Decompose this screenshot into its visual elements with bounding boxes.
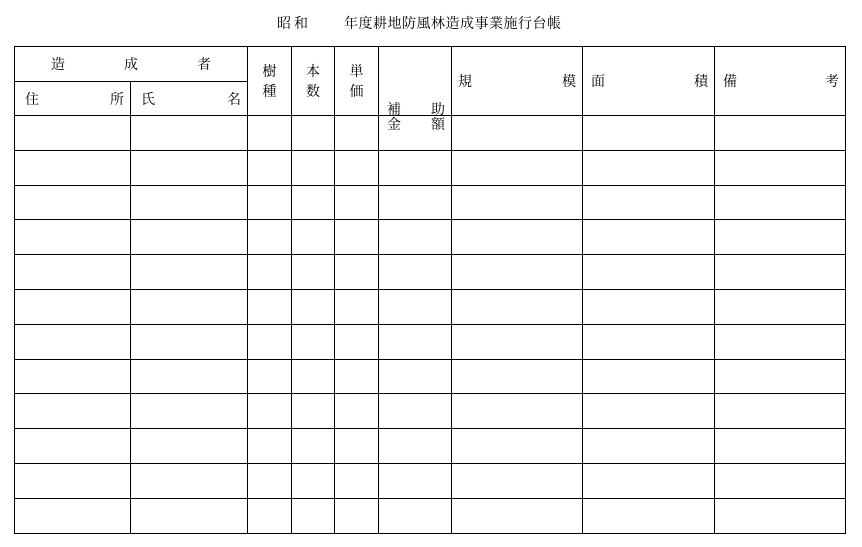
cell-hojokin bbox=[379, 255, 452, 290]
header-jushu-char-1: 樹 bbox=[262, 64, 277, 80]
cell-menseki bbox=[583, 289, 715, 324]
cell-jushu bbox=[248, 429, 292, 464]
cell-menseki bbox=[583, 150, 715, 185]
table-row bbox=[15, 185, 846, 220]
cell-kibo bbox=[452, 359, 583, 394]
header-menseki-char-1: 面 bbox=[591, 74, 605, 90]
cell-menseki bbox=[583, 255, 715, 290]
cell-jusho bbox=[15, 255, 131, 290]
cell-tanka bbox=[335, 255, 379, 290]
cell-honsu bbox=[292, 324, 335, 359]
header-shimei bbox=[131, 82, 248, 116]
ledger-title bbox=[0, 14, 862, 34]
cell-biko bbox=[715, 289, 846, 324]
header-hojokin bbox=[379, 47, 452, 133]
cell-shimei bbox=[131, 394, 248, 429]
header-hojokin-char-1: 補 bbox=[387, 102, 401, 118]
cell-kibo bbox=[452, 220, 583, 255]
cell-menseki bbox=[583, 429, 715, 464]
cell-hojokin bbox=[379, 394, 452, 429]
cell-shimei bbox=[131, 220, 248, 255]
cell-honsu bbox=[292, 498, 335, 533]
header-kibo bbox=[452, 47, 583, 116]
cell-jushu bbox=[248, 150, 292, 185]
cell-hojokin bbox=[379, 289, 452, 324]
cell-menseki bbox=[583, 324, 715, 359]
cell-shimei bbox=[131, 359, 248, 394]
cell-biko bbox=[715, 463, 846, 498]
cell-honsu bbox=[292, 116, 335, 151]
cell-hojokin bbox=[379, 150, 452, 185]
cell-tanka bbox=[335, 220, 379, 255]
cell-kibo bbox=[452, 255, 583, 290]
table-row bbox=[15, 498, 846, 533]
table-row bbox=[15, 324, 846, 359]
cell-jusho bbox=[15, 289, 131, 324]
cell-menseki bbox=[583, 498, 715, 533]
header-shimei-char-2: 名 bbox=[227, 91, 241, 108]
cell-tanka bbox=[335, 116, 379, 151]
cell-kibo bbox=[452, 324, 583, 359]
cell-menseki bbox=[583, 185, 715, 220]
header-hojokin-char-2: 助 bbox=[431, 102, 445, 118]
cell-jushu bbox=[248, 289, 292, 324]
cell-jusho bbox=[15, 394, 131, 429]
ledger-body bbox=[15, 116, 846, 534]
cell-kibo bbox=[452, 116, 583, 151]
cell-kibo bbox=[452, 429, 583, 464]
cell-jusho bbox=[15, 463, 131, 498]
cell-shimei bbox=[131, 498, 248, 533]
cell-jusho bbox=[15, 150, 131, 185]
cell-biko bbox=[715, 116, 846, 151]
cell-shimei bbox=[131, 429, 248, 464]
header-biko-char-2: 考 bbox=[825, 74, 839, 90]
cell-hojokin bbox=[379, 185, 452, 220]
header-jusho-char-1: 住 bbox=[25, 91, 39, 108]
cell-honsu bbox=[292, 150, 335, 185]
header-hojokin-char-4: 額 bbox=[431, 117, 445, 133]
cell-biko bbox=[715, 150, 846, 185]
cell-biko bbox=[715, 324, 846, 359]
cell-jusho bbox=[15, 116, 131, 151]
cell-shimei bbox=[131, 185, 248, 220]
cell-jushu bbox=[248, 116, 292, 151]
cell-jusho bbox=[15, 185, 131, 220]
title-era: 昭和 bbox=[277, 16, 311, 32]
cell-jusho bbox=[15, 429, 131, 464]
header-kibo-char-2: 模 bbox=[562, 74, 576, 90]
table-row bbox=[15, 116, 846, 151]
cell-shimei bbox=[131, 463, 248, 498]
cell-shimei bbox=[131, 324, 248, 359]
cell-menseki bbox=[583, 394, 715, 429]
cell-tanka bbox=[335, 463, 379, 498]
cell-tanka bbox=[335, 429, 379, 464]
cell-biko bbox=[715, 394, 846, 429]
header-hojokin-char-3: 金 bbox=[387, 117, 401, 133]
cell-jusho bbox=[15, 324, 131, 359]
cell-menseki bbox=[583, 220, 715, 255]
cell-biko bbox=[715, 185, 846, 220]
cell-hojokin bbox=[379, 498, 452, 533]
cell-shimei bbox=[131, 116, 248, 151]
cell-honsu bbox=[292, 220, 335, 255]
header-biko bbox=[715, 47, 846, 116]
table-row bbox=[15, 255, 846, 290]
cell-jushu bbox=[248, 394, 292, 429]
cell-shimei bbox=[131, 255, 248, 290]
cell-jushu bbox=[248, 359, 292, 394]
cell-kibo bbox=[452, 289, 583, 324]
header-honsu-char-1: 本 bbox=[306, 64, 320, 80]
cell-kibo bbox=[452, 394, 583, 429]
cell-hojokin bbox=[379, 359, 452, 394]
header-tanka-char-1: 単 bbox=[349, 64, 364, 80]
header-tanka-char-2: 価 bbox=[349, 84, 364, 100]
table-row bbox=[15, 150, 846, 185]
cell-honsu bbox=[292, 185, 335, 220]
cell-tanka bbox=[335, 394, 379, 429]
cell-biko bbox=[715, 255, 846, 290]
cell-jusho bbox=[15, 359, 131, 394]
header-jushu bbox=[248, 47, 292, 116]
header-zosei-sha-char-2: 成 bbox=[124, 57, 138, 73]
header-jusho-char-2: 所 bbox=[110, 91, 124, 108]
header-shimei-char-1: 氏 bbox=[141, 91, 155, 108]
table-row bbox=[15, 289, 846, 324]
cell-jushu bbox=[248, 463, 292, 498]
cell-hojokin bbox=[379, 220, 452, 255]
cell-jushu bbox=[248, 498, 292, 533]
table-row bbox=[15, 463, 846, 498]
header-zosei-sha-char-3: 者 bbox=[197, 57, 211, 73]
cell-honsu bbox=[292, 359, 335, 394]
cell-menseki bbox=[583, 359, 715, 394]
header-kibo-char-1: 規 bbox=[458, 74, 472, 90]
ledger-table bbox=[14, 46, 846, 534]
header-zosei-sha bbox=[15, 47, 248, 82]
cell-biko bbox=[715, 220, 846, 255]
cell-jushu bbox=[248, 185, 292, 220]
header-jushu-char-2: 種 bbox=[262, 84, 277, 100]
table-row bbox=[15, 429, 846, 464]
cell-biko bbox=[715, 359, 846, 394]
cell-tanka bbox=[335, 324, 379, 359]
cell-honsu bbox=[292, 255, 335, 290]
cell-tanka bbox=[335, 498, 379, 533]
cell-biko bbox=[715, 429, 846, 464]
header-menseki-char-2: 積 bbox=[694, 74, 708, 90]
cell-kibo bbox=[452, 463, 583, 498]
table-row bbox=[15, 220, 846, 255]
cell-biko bbox=[715, 498, 846, 533]
header-menseki bbox=[583, 47, 715, 116]
header-tanka bbox=[335, 47, 379, 116]
cell-tanka bbox=[335, 150, 379, 185]
cell-menseki bbox=[583, 463, 715, 498]
cell-honsu bbox=[292, 394, 335, 429]
cell-jushu bbox=[248, 324, 292, 359]
cell-hojokin bbox=[379, 324, 452, 359]
header-zosei-sha-char-1: 造 bbox=[51, 57, 65, 73]
cell-honsu bbox=[292, 289, 335, 324]
cell-kibo bbox=[452, 498, 583, 533]
cell-tanka bbox=[335, 359, 379, 394]
cell-shimei bbox=[131, 289, 248, 324]
cell-jushu bbox=[248, 255, 292, 290]
header-honsu-char-2: 数 bbox=[306, 84, 320, 100]
cell-tanka bbox=[335, 289, 379, 324]
cell-menseki bbox=[583, 116, 715, 151]
cell-kibo bbox=[452, 185, 583, 220]
cell-honsu bbox=[292, 429, 335, 464]
table-row bbox=[15, 394, 846, 429]
cell-shimei bbox=[131, 150, 248, 185]
cell-jushu bbox=[248, 220, 292, 255]
title-name: 年度耕地防風林造成事業施行台帳 bbox=[344, 16, 562, 32]
header-honsu bbox=[292, 47, 335, 116]
cell-hojokin bbox=[379, 463, 452, 498]
cell-hojokin bbox=[379, 429, 452, 464]
cell-jusho bbox=[15, 498, 131, 533]
header-jusho bbox=[15, 82, 131, 116]
cell-kibo bbox=[452, 150, 583, 185]
cell-honsu bbox=[292, 463, 335, 498]
table-row bbox=[15, 359, 846, 394]
cell-jusho bbox=[15, 220, 131, 255]
cell-tanka bbox=[335, 185, 379, 220]
header-biko-char-1: 備 bbox=[723, 74, 737, 90]
